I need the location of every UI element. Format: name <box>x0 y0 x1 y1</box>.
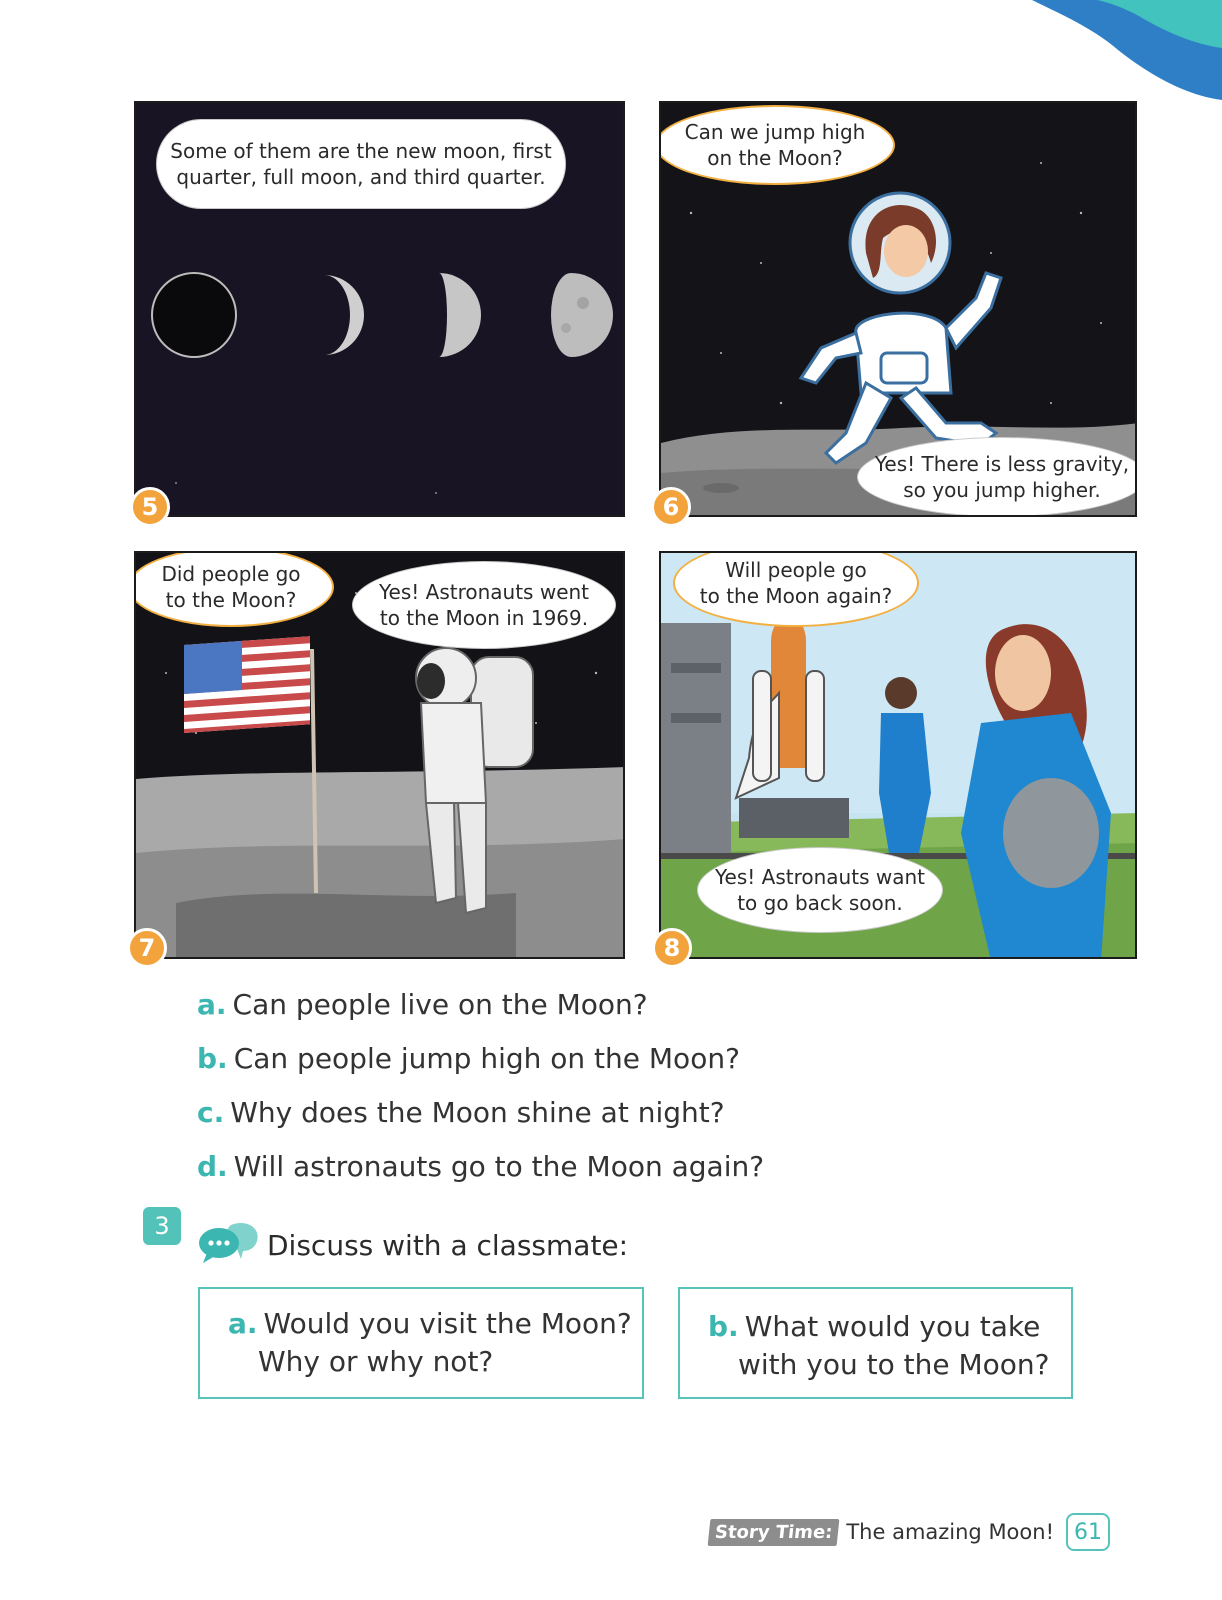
bubble-line: quarter, full moon, and third quarter. <box>176 165 546 189</box>
question-text: Can people jump high on the Moon? <box>233 1042 740 1075</box>
comic-panel-6 <box>659 101 1137 517</box>
bubble-line: Yes! Astronauts want <box>715 865 925 889</box>
speech-bubble <box>352 561 616 649</box>
speech-bubble <box>697 847 943 933</box>
question-text: Will astronauts go to the Moon again? <box>233 1150 765 1183</box>
panel-number-badge: 6 <box>651 487 691 527</box>
question-item <box>197 988 648 1021</box>
bubble-line: to the Moon again? <box>699 584 893 608</box>
box-letter: a. <box>228 1307 258 1340</box>
bubble-line: Yes! There is less gravity, <box>874 452 1130 476</box>
box-line: What would you take <box>744 1310 1041 1343</box>
question-item <box>197 1150 764 1183</box>
bubble-line: to go back soon. <box>737 891 903 915</box>
box-letter: b. <box>708 1310 739 1343</box>
bubble-line: to the Moon? <box>165 588 297 612</box>
question-letter: d. <box>197 1150 228 1183</box>
bubble-line: Will people go <box>725 558 867 582</box>
speech-bubble <box>659 105 895 185</box>
comic-panel-5 <box>134 101 625 517</box>
bubble-line: Can we jump high <box>684 120 866 144</box>
discussion-box <box>198 1287 644 1399</box>
us-flag <box>184 636 310 733</box>
question-text: Why does the Moon shine at night? <box>230 1096 725 1129</box>
speech-bubbles-icon <box>197 1221 261 1265</box>
corner-decoration <box>992 0 1222 110</box>
story-time-tag: Story Time: <box>708 1519 840 1546</box>
bubble-line: so you jump higher. <box>903 478 1101 502</box>
bubble-line: Did people go <box>161 562 301 586</box>
question-item <box>197 1042 740 1075</box>
panel-number-badge: 5 <box>130 487 170 527</box>
comic-panel-7 <box>134 551 625 959</box>
question-letter: c. <box>197 1096 225 1129</box>
bubble-line: Some of them are the new moon, first <box>170 139 552 163</box>
bubble-line: to the Moon in 1969. <box>379 606 589 630</box>
question-item <box>197 1096 725 1129</box>
question-letter: a. <box>197 988 227 1021</box>
speech-bubble <box>156 119 566 209</box>
box-line: with you to the Moon? <box>738 1348 1050 1381</box>
box-line: Would you visit the Moon? <box>263 1307 632 1340</box>
section-title: Discuss with a classmate: <box>267 1229 629 1262</box>
discussion-box <box>678 1287 1073 1399</box>
question-text: Can people live on the Moon? <box>232 988 648 1021</box>
story-title: The amazing Moon! <box>846 1520 1054 1544</box>
bubble-line: on the Moon? <box>707 146 843 170</box>
bubble-line: Yes! Astronauts went <box>378 580 590 604</box>
page-number: 61 <box>1066 1513 1110 1551</box>
comic-panel-8 <box>659 551 1137 959</box>
speech-bubble <box>857 437 1137 517</box>
box-line: Why or why not? <box>258 1345 494 1378</box>
panel-number-badge: 8 <box>652 928 692 968</box>
section-number-badge: 3 <box>143 1207 181 1245</box>
panel-number-badge: 7 <box>127 928 167 968</box>
page-footer <box>709 1513 1110 1551</box>
question-letter: b. <box>197 1042 228 1075</box>
